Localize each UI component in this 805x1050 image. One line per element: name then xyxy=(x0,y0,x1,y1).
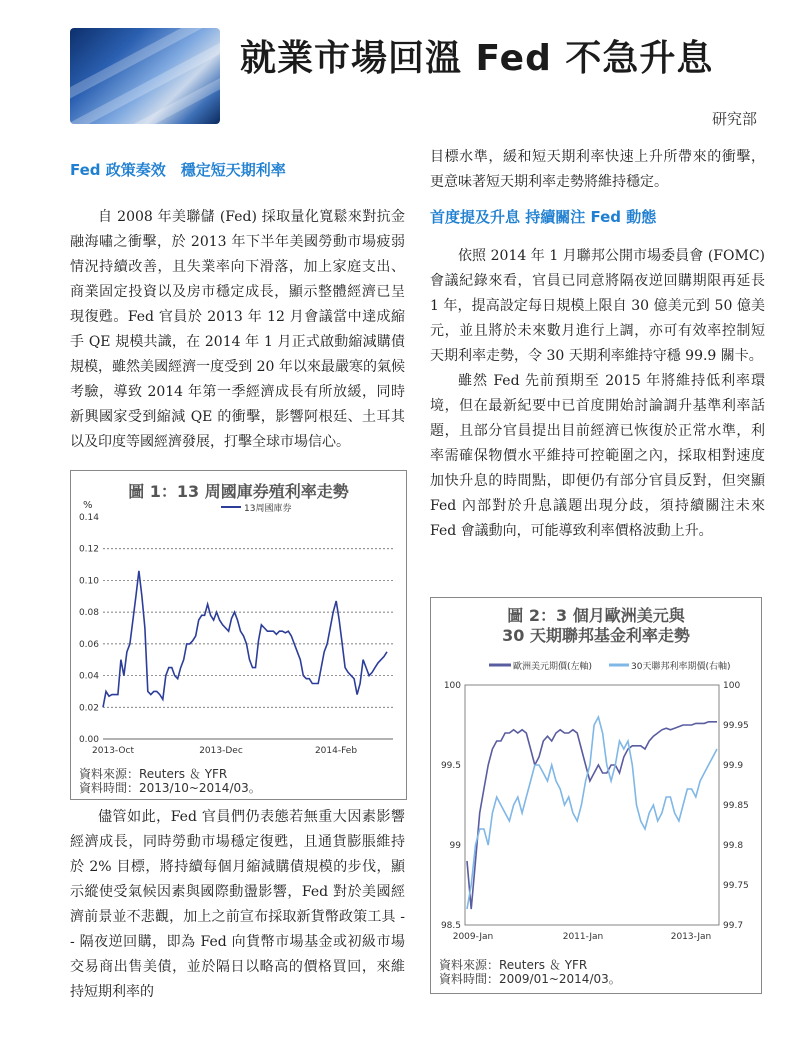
chart2-legend-label-2: 30天聯邦利率期價(右軸) xyxy=(631,662,731,672)
section1-paragraph-3: 目標水準，緩和短天期利率快速上升所帶來的衝擊，更意味著短天期利率走勢將維持穩定。 xyxy=(430,149,765,190)
chart2-left-tick: 100 xyxy=(443,681,461,691)
chart1-source-line2: 資料時間：2013/10~2014/03。 xyxy=(79,781,261,795)
chart2-left-tick: 99 xyxy=(449,841,461,851)
chart2-x-tick: 2013-Jan xyxy=(670,932,712,942)
chart2-title-line1: 圖 2：3 個月歐洲美元與 xyxy=(507,606,685,625)
chart2-source xyxy=(439,958,621,986)
chart2-legend-label-1: 歐洲美元期價(左軸) xyxy=(513,662,593,672)
chart1-x-tick: 2013-Oct xyxy=(92,746,134,756)
chart2-right-tick: 100 xyxy=(723,681,741,691)
right-column xyxy=(430,145,765,544)
chart1-y-tick: 0.10 xyxy=(78,576,99,587)
department-label: 研究部 xyxy=(711,110,757,128)
chart1-x-tick: 2013-Dec xyxy=(199,746,243,756)
chart2-right-tick: 99.85 xyxy=(723,801,749,811)
chart2-right-tick: 99.95 xyxy=(723,721,749,731)
chart1-svg xyxy=(71,499,406,781)
section2-heading: 首度提及升息 持續關注 Fed 動態 xyxy=(430,208,657,226)
section1-paragraph-2: 儘管如此，Fed 官員們仍表態若無重大因素影響經濟成長，同時勞動市場穩定復甦，且通貨膨脹維持於 2% 目標，將持續每個月縮減購債規模的步伐，顯示縱使受氣候因素與國際動盪影響，Fed 對於美國經濟前景並不悲觀，加上之前宣布採取新貨幣政策工具 -- 隔夜逆回購，即為 Fed 向貨幣市場基金或初級市場交易商出售美債，並於隔日以略高的價格買回，來維持短期利率的 xyxy=(70,809,405,1000)
section2-paragraph-1: 依照 2014 年 1 月聯邦公開市場委員會 (FOMC) 會議紀錄來看，官員已同意將隔夜逆回購期限再延長 1 年，提高設定每日規模上限自 30 億美元到 50 億美元，並且將於未來數月進行上調，亦可有效率控制短天期利率走勢，令 30 天期利率維持守穩 99.9 關卡。 xyxy=(430,248,765,364)
page-title: 就業市場回溫 Fed 不急升息 xyxy=(240,38,714,79)
chart1-series-line xyxy=(103,571,387,707)
chart1-source-line1: 資料來源：Reuters ＆ YFR xyxy=(79,767,228,781)
chart2-left-tick: 98.5 xyxy=(440,921,461,931)
left-column-bottom xyxy=(70,805,405,1005)
section1-heading: Fed 政策奏效 穩定短天期利率 xyxy=(70,161,286,179)
chart2-title-line2: 30 天期聯邦基金利率走勢 xyxy=(502,626,690,645)
chart1-y-tick: 0.14 xyxy=(78,513,99,523)
chart1-box xyxy=(70,470,407,800)
chart2-plot-frame xyxy=(465,685,719,925)
chart2-right-tick: 99.75 xyxy=(723,881,749,891)
section2-paragraph-2: 雖然 Fed 先前預期至 2015 年將維持低利率環境，但在最新紀要中已首度開始討論調升基準利率話題，且部分官員提出目前經濟已恢復於正常水準，利率需確保物價水平維持可控範圍之內，採取相對速度加快升息的時間點，即便仍有部分官員反對，但突顯 Fed 內部對於升息議題出現分歧，須持續關注未來 Fed 會議動向，可能導致利率價格波動上升。 xyxy=(430,373,765,539)
chart1-y-tick: 0.00 xyxy=(78,735,99,745)
chart2-right-tick: 99.8 xyxy=(723,841,744,851)
chart2-box xyxy=(430,597,762,994)
chart1-y-tick: 0.02 xyxy=(78,703,99,714)
chart2-source-line1: 資料來源：Reuters ＆ YFR xyxy=(439,958,588,972)
chart1-title: 圖 1：13 周國庫券殖利率走勢 xyxy=(128,482,349,501)
header-banner-image xyxy=(70,28,220,124)
section1-paragraph-1: 自 2008 年美聯儲 (Fed) 採取量化寬鬆來對抗金融海嘯之衝擊，於 2013 年下半年美國勞動市場疲弱情況持續改善，且失業率向下滑落，加上家庭支出、商業固定投資以及房市穩定成長，顯示整體經濟已呈現復甦。Fed 官員於 2013 年 12 月會議當中達成縮手 QE 規模共識，在 2014 年 1 月正式啟動縮減購債規模，雖然美國經濟一度受到 20 年以來最嚴寒的氣候考驗，導致 2014 年第一季經濟成長有所放緩，同時新興國家受到縮減 QE 的衝擊，影響阿根廷、土耳其以及印度等國經濟發展，打擊全球市場信心。 xyxy=(70,209,405,450)
chart1-y-tick: 0.04 xyxy=(78,671,99,682)
chart1-legend-label: 13周國庫券 xyxy=(244,504,292,514)
chart1-x-tick: 2014-Feb xyxy=(314,746,358,756)
chart2-left-tick: 99.5 xyxy=(440,761,461,771)
chart2-right-tick: 99.7 xyxy=(723,921,744,931)
left-column xyxy=(70,158,405,455)
chart2-series-line-2 xyxy=(467,717,717,909)
chart1-y-tick: 0.12 xyxy=(78,544,99,555)
chart1-y-tick: 0.06 xyxy=(78,639,99,650)
chart2-title xyxy=(431,606,761,646)
chart1-y-tick: 0.08 xyxy=(78,608,99,619)
chart2-x-tick: 2009-Jan xyxy=(452,932,494,942)
chart1-source xyxy=(79,767,261,795)
chart2-source-line2: 資料時間：2009/01~2014/03。 xyxy=(439,972,621,986)
chart2-right-tick: 99.9 xyxy=(723,761,744,771)
chart1-ylabel: % xyxy=(83,500,93,511)
chart2-x-tick: 2011-Jan xyxy=(562,932,604,942)
chart2-svg xyxy=(431,653,761,953)
